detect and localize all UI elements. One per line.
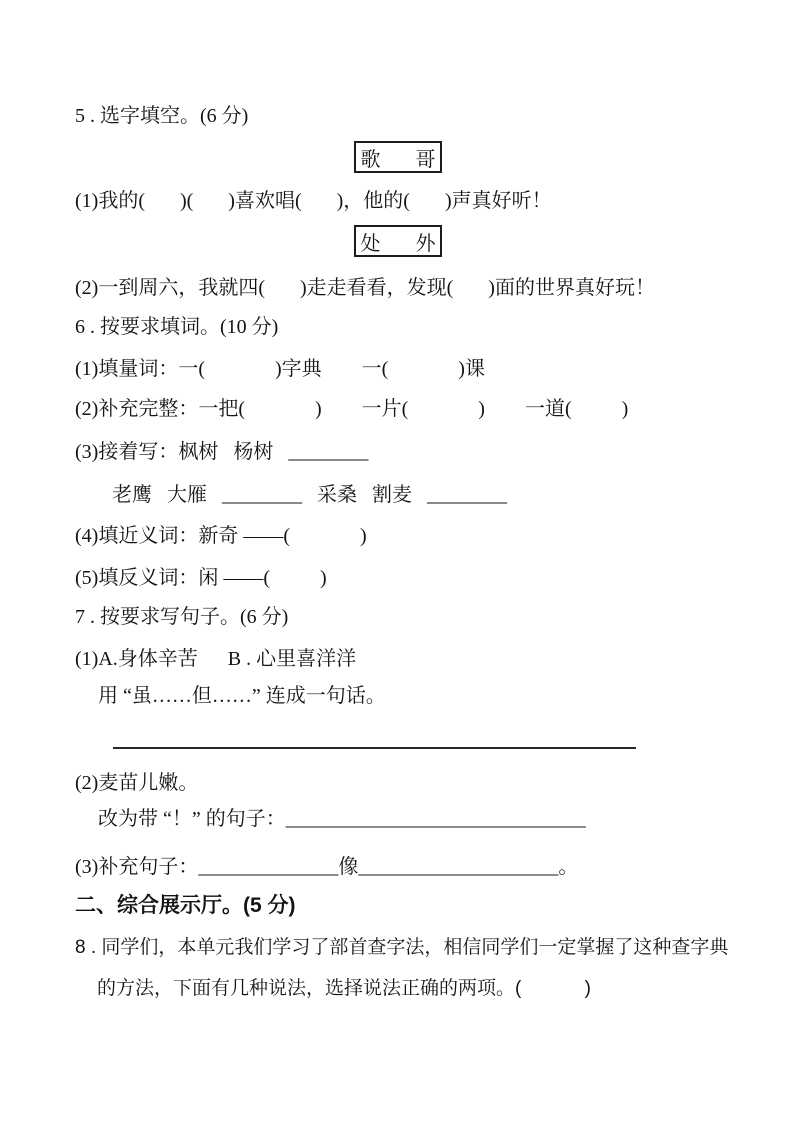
q5-title: 5 . 选字填空。(6 分) <box>75 105 249 127</box>
q5-item-2: (2)一到周六，我就四( )走走看看，发现( )面的世界真好玩！ <box>75 277 655 299</box>
q7-title: 7 . 按要求写句子。(6 分) <box>75 606 289 628</box>
q7-item-1-instruction: 用 “虽……但……” 连成一句话。 <box>98 685 386 707</box>
q7-item-2-instruction: 改为带 “！” 的句子：______________________________ <box>98 808 586 830</box>
q5-word-bank-1: 歌 哥 <box>354 141 442 173</box>
q6-item-3-line-2: 老鹰 大雁 ________ 采桑 割麦 ________ <box>112 484 507 506</box>
q6-item-2: (2)补充完整：一把( ) 一片( ) 一道( ) <box>75 398 629 420</box>
q6-item-3-line-1: (3)接着写：枫树 杨树 ________ <box>75 441 369 463</box>
q8-line-2: 的方法，下面有几种说法，选择说法正确的两项。( ) <box>97 978 592 999</box>
q6-item-5: (5)填反义词：闲 ——( ) <box>75 567 327 589</box>
q7-answer-rule-line <box>113 726 636 749</box>
q8-line-1: 8 . 同学们，本单元我们学习了部首查字法，相信同学们一定掌握了这种查字典 <box>75 937 729 958</box>
section-2-heading: 二、综合展示厅。(5 分) <box>75 894 296 917</box>
q6-item-1: (1)填量词：一( )字典 一( )课 <box>75 358 485 380</box>
q5-word-bank-2: 处 外 <box>354 225 442 257</box>
q7-item-1-options: (1)A.身体辛苦 B . 心里喜洋洋 <box>75 648 357 670</box>
q7-item-2: (2)麦苗儿嫩。 <box>75 772 199 794</box>
q7-item-3: (3)补充句子：______________像____________________。 <box>75 856 579 878</box>
q6-title: 6 . 按要求填词。(10 分) <box>75 316 279 338</box>
q5-item-1: (1)我的( )( )喜欢唱( )，他的( )声真好听！ <box>75 190 552 212</box>
q6-item-4: (4)填近义词：新奇 ——( ) <box>75 525 367 547</box>
